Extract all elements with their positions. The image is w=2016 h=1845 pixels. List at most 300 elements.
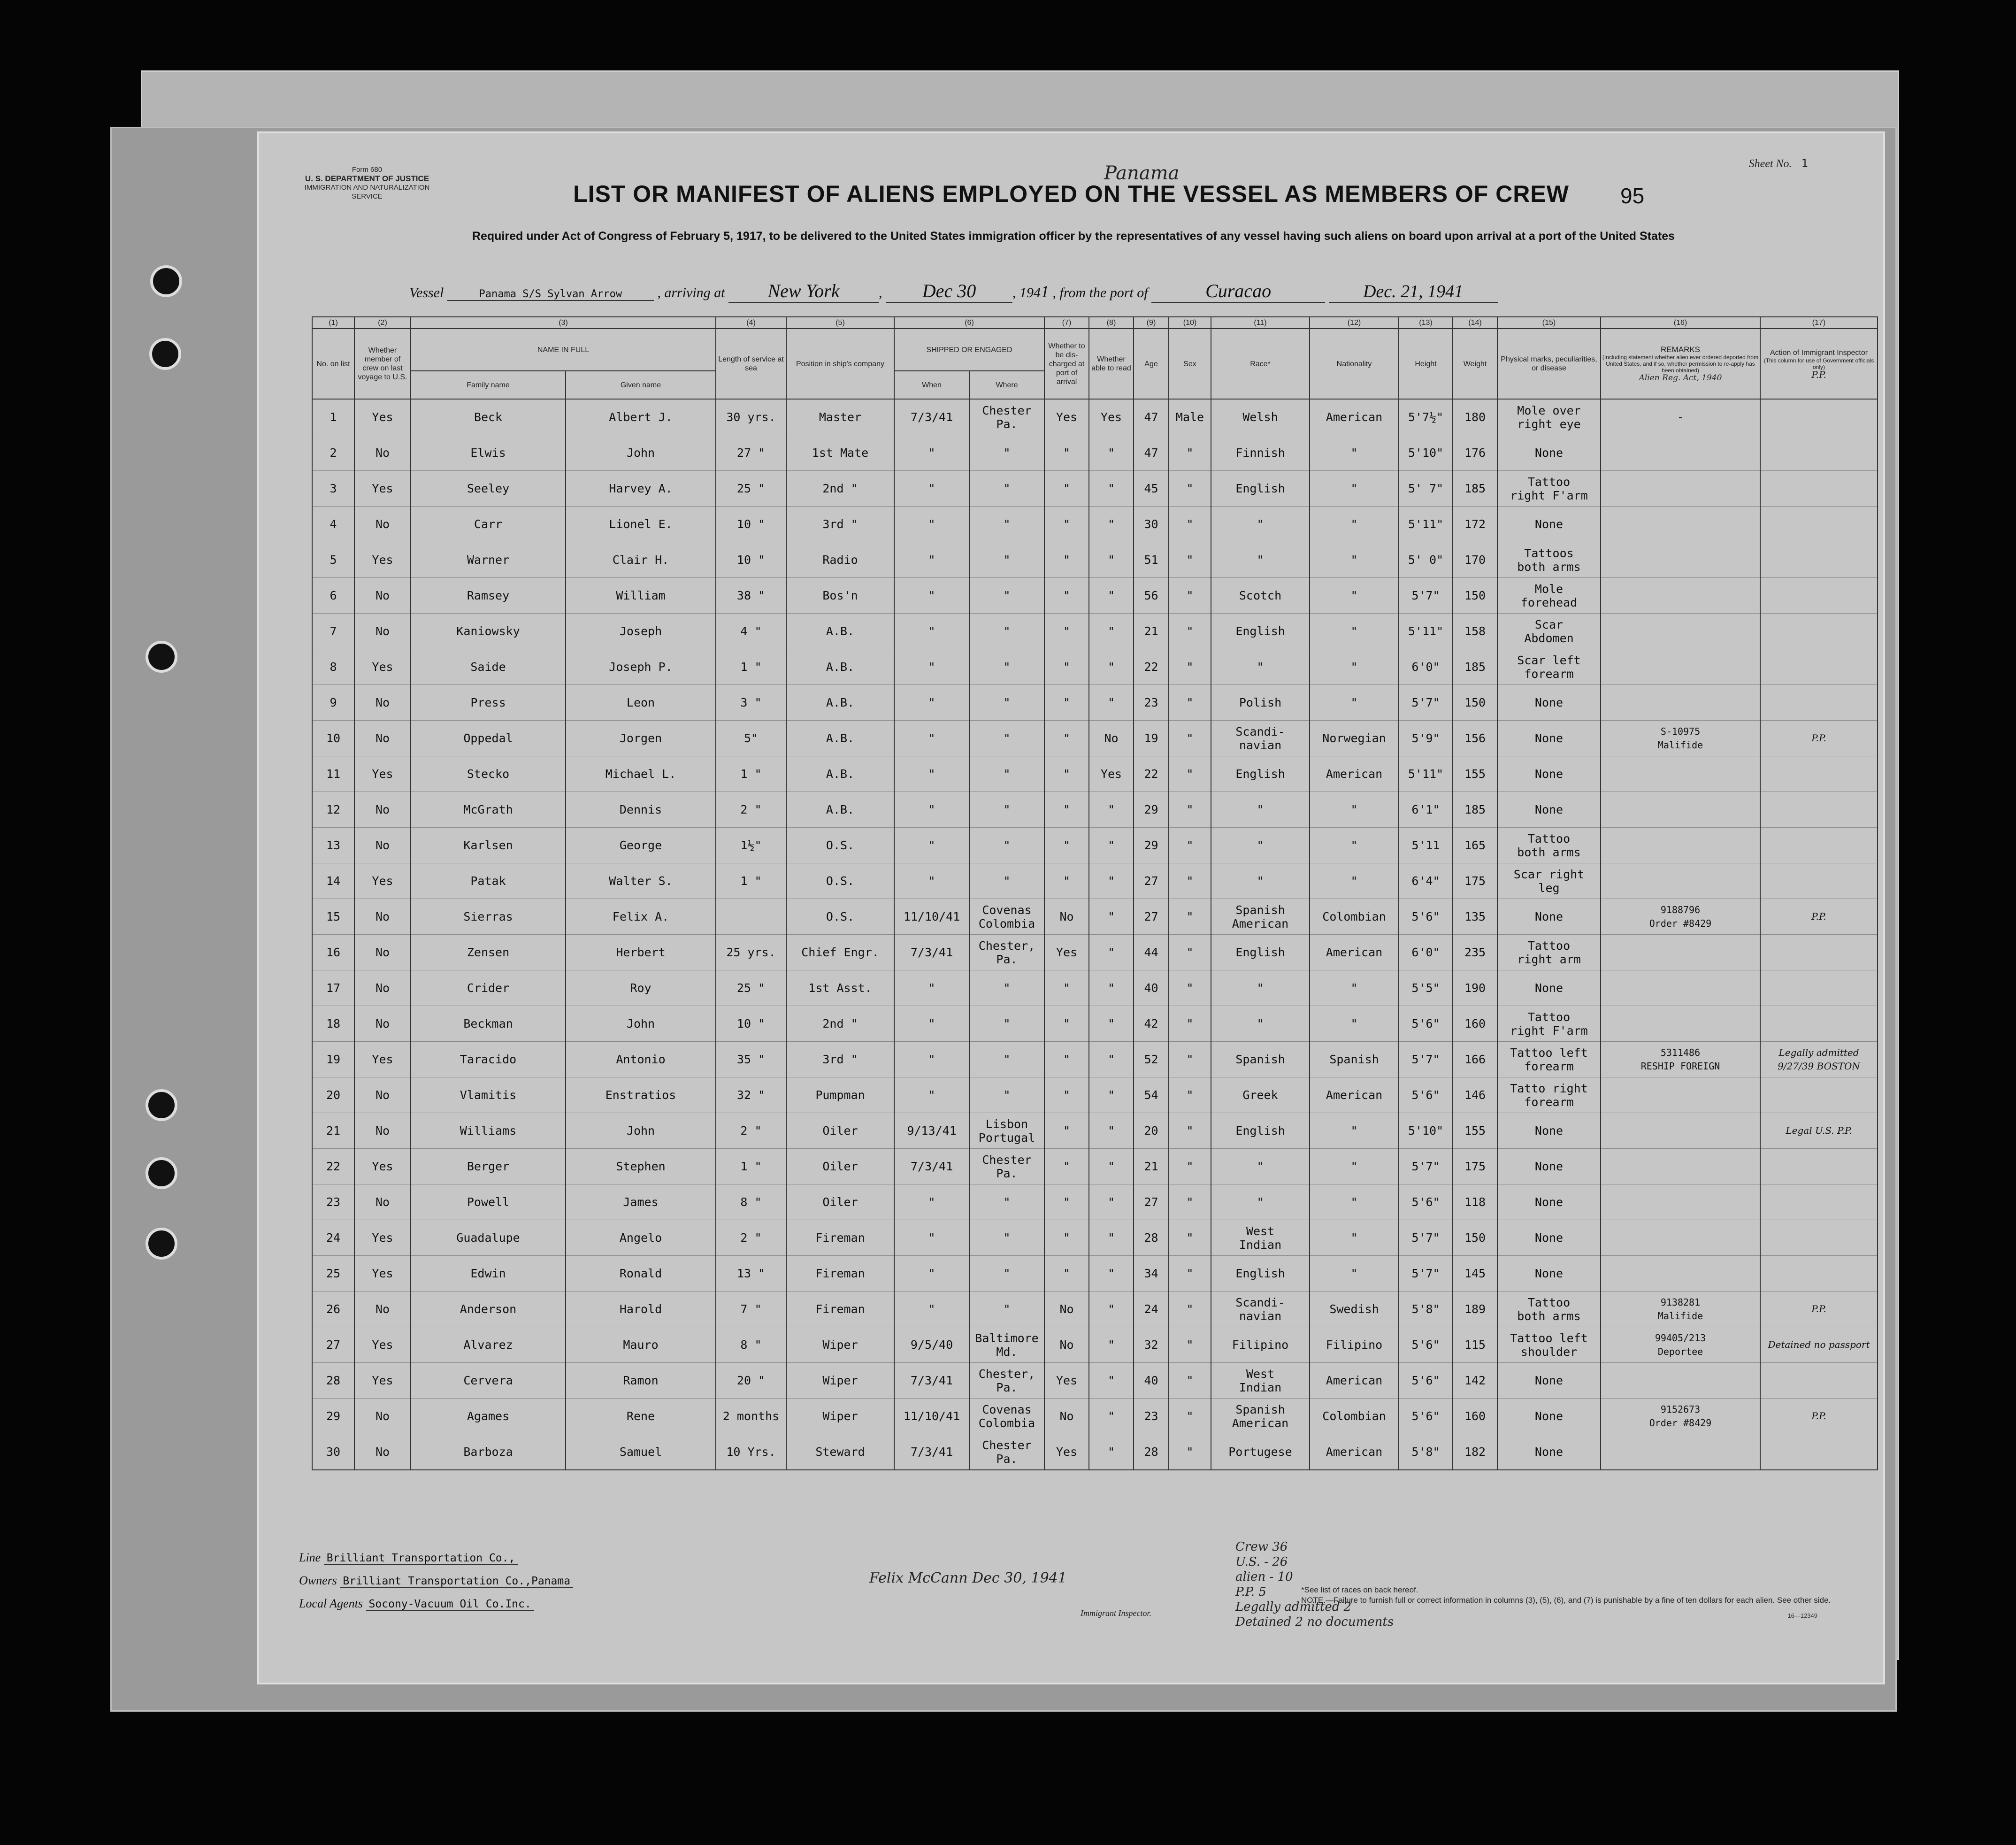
- cell-disch: ": [1044, 863, 1089, 899]
- cell-sex: ": [1169, 1006, 1211, 1042]
- cell-position: O.S.: [786, 863, 894, 899]
- cell-sex: ": [1169, 685, 1211, 721]
- cell-service: 5": [716, 721, 786, 756]
- cell-disch: ": [1044, 1042, 1089, 1077]
- cell-height: 5'7": [1399, 1256, 1453, 1292]
- cell-where: ": [969, 792, 1044, 828]
- cell-age: 20: [1134, 1113, 1169, 1149]
- cell-action: [1760, 614, 1878, 649]
- cell-family: Crider: [411, 970, 566, 1006]
- cell-when: ": [894, 649, 969, 685]
- cell-read: ": [1089, 1363, 1134, 1399]
- cell-action: Legal U.S. P.P.: [1760, 1113, 1878, 1149]
- cell-height: 5'6": [1399, 1184, 1453, 1220]
- cell-when: ": [894, 507, 969, 542]
- cell-given: Albert J.: [566, 399, 716, 435]
- cell-where: Covenas Colombia: [969, 1399, 1044, 1434]
- cell-read: ": [1089, 1006, 1134, 1042]
- cell-race: Polish: [1211, 685, 1310, 721]
- cell-marks: Scar Abdomen: [1497, 614, 1601, 649]
- cell-no: 5: [312, 542, 354, 578]
- cell-race: Spanish: [1211, 1042, 1310, 1077]
- cell-position: Wiper: [786, 1327, 894, 1363]
- cell-when: ": [894, 863, 969, 899]
- cell-family: Zensen: [411, 935, 566, 970]
- cell-service: 1 ": [716, 1149, 786, 1184]
- cell-no: 2: [312, 435, 354, 471]
- cell-no: 27: [312, 1327, 354, 1363]
- cell-position: 2nd ": [786, 1006, 894, 1042]
- cell-remarks: [1601, 649, 1760, 685]
- cell-action: [1760, 828, 1878, 863]
- cell-when: 7/3/41: [894, 399, 969, 435]
- cell-family: Barboza: [411, 1434, 566, 1470]
- cell-action: [1760, 507, 1878, 542]
- cell-height: 5'6": [1399, 1006, 1453, 1042]
- cell-read: ": [1089, 1077, 1134, 1113]
- col-num-12: (12): [1310, 317, 1399, 329]
- cell-where: ": [969, 435, 1044, 471]
- cell-race: ": [1211, 507, 1310, 542]
- cell-family: Carr: [411, 507, 566, 542]
- manifest-sheet: [257, 131, 1885, 1684]
- document-number: 95: [1620, 184, 1645, 208]
- cell-sex: Male: [1169, 399, 1211, 435]
- cell-last: No: [354, 685, 411, 721]
- department-name: U. S. DEPARTMENT OF JUSTICE: [305, 174, 429, 183]
- cell-nationality: ": [1310, 649, 1399, 685]
- cell-position: O.S.: [786, 828, 894, 863]
- cell-no: 25: [312, 1256, 354, 1292]
- cell-last: No: [354, 1077, 411, 1113]
- cell-given: Jorgen: [566, 721, 716, 756]
- table-row: [312, 1292, 1878, 1327]
- cell-service: 7 ": [716, 1292, 786, 1327]
- header-last-voyage: Whether member of crew on last voyage to U.S.: [354, 329, 411, 399]
- cell-remarks: [1601, 970, 1760, 1006]
- cell-remarks: [1601, 1256, 1760, 1292]
- header-remarks-annotation: Alien Reg. Act, 1940: [1639, 373, 1722, 383]
- cell-race: English: [1211, 1256, 1310, 1292]
- cell-action: [1760, 1006, 1878, 1042]
- cell-marks: Tattoo right arm: [1497, 935, 1601, 970]
- cell-disch: ": [1044, 1149, 1089, 1184]
- from-port: Curacao: [1151, 280, 1325, 303]
- cell-marks: None: [1497, 685, 1601, 721]
- cell-given: Mauro: [566, 1327, 716, 1363]
- cell-service: 27 ": [716, 435, 786, 471]
- cell-read: ": [1089, 1399, 1134, 1434]
- cell-family: Seeley: [411, 471, 566, 507]
- cell-where: Lisbon Portugal: [969, 1113, 1044, 1149]
- cell-position: A.B.: [786, 756, 894, 792]
- cell-marks: None: [1497, 721, 1601, 756]
- cell-sex: ": [1169, 471, 1211, 507]
- table-row: [312, 1220, 1878, 1256]
- punch-hole-icon: [146, 641, 177, 673]
- agents-field: [299, 1592, 573, 1615]
- cell-action: P.P.: [1760, 899, 1878, 935]
- cell-remarks: [1601, 1220, 1760, 1256]
- inspector-signature: Felix McCann Dec 30, 1941: [869, 1570, 1067, 1586]
- header-weight: Weight: [1453, 329, 1497, 399]
- cell-nationality: American: [1310, 1363, 1399, 1399]
- cell-race: English: [1211, 756, 1310, 792]
- cell-sex: ": [1169, 756, 1211, 792]
- cell-service: 25 ": [716, 471, 786, 507]
- cell-marks: None: [1497, 1363, 1601, 1399]
- cell-race: Filipino: [1211, 1327, 1310, 1363]
- cell-where: ": [969, 1220, 1044, 1256]
- agents-label: Local Agents: [299, 1597, 363, 1610]
- cell-when: ": [894, 1220, 969, 1256]
- cell-read: ": [1089, 685, 1134, 721]
- vessel-label: Vessel: [409, 285, 444, 300]
- cell-marks: None: [1497, 1220, 1601, 1256]
- header-given-name: Given name: [566, 371, 716, 399]
- cell-weight: 175: [1453, 1149, 1497, 1184]
- cell-marks: None: [1497, 1149, 1601, 1184]
- cell-action: [1760, 1434, 1878, 1470]
- cell-age: 27: [1134, 899, 1169, 935]
- cell-position: Oiler: [786, 1184, 894, 1220]
- header-name-in-full: NAME IN FULL: [411, 329, 716, 371]
- arrival-date: Dec 30: [886, 280, 1012, 303]
- cell-sex: ": [1169, 1256, 1211, 1292]
- cell-marks: Tattoo both arms: [1497, 828, 1601, 863]
- cell-where: ": [969, 863, 1044, 899]
- cell-no: 15: [312, 899, 354, 935]
- cell-remarks: 5311486 RESHIP FOREIGN: [1601, 1042, 1760, 1077]
- cell-action: [1760, 471, 1878, 507]
- cell-remarks: [1601, 578, 1760, 614]
- col-num-14: (14): [1453, 317, 1497, 329]
- col-num-4: (4): [716, 317, 786, 329]
- cell-disch: No: [1044, 1399, 1089, 1434]
- table-row: [312, 1256, 1878, 1292]
- cell-nationality: ": [1310, 863, 1399, 899]
- cell-height: 6'4": [1399, 863, 1453, 899]
- cell-age: 34: [1134, 1256, 1169, 1292]
- cell-where: Baltimore Md.: [969, 1327, 1044, 1363]
- cell-no: 20: [312, 1077, 354, 1113]
- cell-service: 2 ": [716, 1220, 786, 1256]
- cell-when: ": [894, 970, 969, 1006]
- cell-age: 44: [1134, 935, 1169, 970]
- cell-service: 25 yrs.: [716, 935, 786, 970]
- table-row: [312, 828, 1878, 863]
- header-sex: Sex: [1169, 329, 1211, 399]
- cell-read: ": [1089, 542, 1134, 578]
- cell-no: 16: [312, 935, 354, 970]
- form-code: 16—12349: [1787, 1612, 1817, 1619]
- line-field: [299, 1546, 573, 1569]
- cell-when: ": [894, 1256, 969, 1292]
- cell-height: 5'11": [1399, 507, 1453, 542]
- cell-position: Steward: [786, 1434, 894, 1470]
- cell-when: ": [894, 1006, 969, 1042]
- cell-position: Master: [786, 399, 894, 435]
- cell-read: Yes: [1089, 399, 1134, 435]
- col-num-6: (6): [894, 317, 1044, 329]
- cell-nationality: ": [1310, 828, 1399, 863]
- cell-height: 5'10": [1399, 1113, 1453, 1149]
- col-num-5: (5): [786, 317, 894, 329]
- header-action: [1760, 329, 1878, 399]
- cell-marks: Tattoo left forearm: [1497, 1042, 1601, 1077]
- column-number-row: [312, 317, 1878, 329]
- cell-weight: 182: [1453, 1434, 1497, 1470]
- cell-last: Yes: [354, 1363, 411, 1399]
- cell-read: ": [1089, 1327, 1134, 1363]
- cell-service: 2 months: [716, 1399, 786, 1434]
- table-row: [312, 1006, 1878, 1042]
- col-num-13: (13): [1399, 317, 1453, 329]
- cell-sex: ": [1169, 792, 1211, 828]
- table-row: [312, 1149, 1878, 1184]
- table-header: [312, 317, 1878, 399]
- cell-nationality: ": [1310, 1184, 1399, 1220]
- cell-nationality: ": [1310, 507, 1399, 542]
- cell-weight: 160: [1453, 1399, 1497, 1434]
- cell-age: 27: [1134, 863, 1169, 899]
- header-remarks: [1601, 329, 1760, 399]
- cell-family: Cervera: [411, 1363, 566, 1399]
- header-when: When: [894, 371, 969, 399]
- cell-nationality: American: [1310, 399, 1399, 435]
- table-row: [312, 1434, 1878, 1470]
- table-row: [312, 507, 1878, 542]
- cell-nationality: ": [1310, 1256, 1399, 1292]
- col-num-15: (15): [1497, 317, 1601, 329]
- cell-disch: ": [1044, 792, 1089, 828]
- cell-marks: Tattoo both arms: [1497, 1292, 1601, 1327]
- vessel-line: Vessel Panama S/S Sylvan Arrow , arriving at New York , Dec 30 , 1941 , from the port of Curacao Dec. 21, 1941: [409, 280, 1498, 303]
- cell-when: ": [894, 721, 969, 756]
- cell-when: ": [894, 1042, 969, 1077]
- cell-family: Patak: [411, 863, 566, 899]
- cell-service: 1 ": [716, 863, 786, 899]
- cell-remarks: [1601, 435, 1760, 471]
- cell-where: ": [969, 1042, 1044, 1077]
- cell-position: 1st Mate: [786, 435, 894, 471]
- cell-weight: 115: [1453, 1327, 1497, 1363]
- cell-where: ": [969, 685, 1044, 721]
- cell-last: No: [354, 899, 411, 935]
- cell-disch: ": [1044, 1184, 1089, 1220]
- cell-sex: ": [1169, 1077, 1211, 1113]
- cell-age: 22: [1134, 756, 1169, 792]
- cell-age: 23: [1134, 1399, 1169, 1434]
- cell-sex: ": [1169, 1184, 1211, 1220]
- cell-read: ": [1089, 578, 1134, 614]
- cell-family: Kaniowsky: [411, 614, 566, 649]
- header-family-name: Family name: [411, 371, 566, 399]
- cell-service: 4 ": [716, 614, 786, 649]
- cell-sex: ": [1169, 1113, 1211, 1149]
- year-suffix: 1: [1041, 282, 1049, 301]
- table-row: [312, 1363, 1878, 1399]
- cell-age: 47: [1134, 399, 1169, 435]
- cell-nationality: ": [1310, 970, 1399, 1006]
- header-remarks-title: REMARKS: [1660, 345, 1701, 354]
- cell-sex: ": [1169, 721, 1211, 756]
- cell-last: No: [354, 1006, 411, 1042]
- cell-sex: ": [1169, 578, 1211, 614]
- cell-marks: None: [1497, 1399, 1601, 1434]
- cell-race: English: [1211, 471, 1310, 507]
- sheet-no-value: 1: [1801, 157, 1808, 170]
- cell-weight: 185: [1453, 649, 1497, 685]
- cell-age: 21: [1134, 1149, 1169, 1184]
- cell-when: ": [894, 792, 969, 828]
- cell-age: 24: [1134, 1292, 1169, 1327]
- cell-given: Roy: [566, 970, 716, 1006]
- cell-family: Beckman: [411, 1006, 566, 1042]
- cell-sex: ": [1169, 1434, 1211, 1470]
- cell-position: 2nd ": [786, 471, 894, 507]
- cell-disch: ": [1044, 721, 1089, 756]
- cell-remarks: 9138281 Malifide: [1601, 1292, 1760, 1327]
- header-row-top: [312, 329, 1878, 371]
- cell-race: ": [1211, 792, 1310, 828]
- cell-no: 3: [312, 471, 354, 507]
- cell-race: Scandi- navian: [1211, 1292, 1310, 1327]
- cell-no: 8: [312, 649, 354, 685]
- cell-race: ": [1211, 863, 1310, 899]
- agents-value: Socony-Vacuum Oil Co.Inc.: [366, 1598, 534, 1611]
- cell-service: 13 ": [716, 1256, 786, 1292]
- cell-action: [1760, 1149, 1878, 1184]
- cell-family: Powell: [411, 1184, 566, 1220]
- cell-read: ": [1089, 1113, 1134, 1149]
- year-prefix: 194: [1019, 285, 1041, 300]
- cell-marks: Scar right leg: [1497, 863, 1601, 899]
- cell-action: [1760, 935, 1878, 970]
- cell-disch: ": [1044, 471, 1089, 507]
- cell-marks: None: [1497, 792, 1601, 828]
- cell-given: Leon: [566, 685, 716, 721]
- cell-marks: None: [1497, 435, 1601, 471]
- cell-action: [1760, 649, 1878, 685]
- cell-family: Ramsey: [411, 578, 566, 614]
- cell-race: Spanish American: [1211, 899, 1310, 935]
- cell-family: Edwin: [411, 1256, 566, 1292]
- cell-weight: 180: [1453, 399, 1497, 435]
- cell-when: ": [894, 756, 969, 792]
- penalty-note: NOTE.—Failure to furnish full or correct information in columns (3), (5), (6), and (7) is punishable by a fine of ten dollars for each alien. See other side.: [1301, 1596, 1831, 1605]
- cell-where: ": [969, 542, 1044, 578]
- cell-height: 5'11": [1399, 614, 1453, 649]
- cell-service: 35 ": [716, 1042, 786, 1077]
- cell-given: George: [566, 828, 716, 863]
- cell-position: Fireman: [786, 1256, 894, 1292]
- cell-no: 28: [312, 1363, 354, 1399]
- cell-no: 17: [312, 970, 354, 1006]
- cell-no: 23: [312, 1184, 354, 1220]
- header-action-title: Action of Immigrant Inspector: [1770, 349, 1868, 357]
- cell-given: James: [566, 1184, 716, 1220]
- cell-read: ": [1089, 1220, 1134, 1256]
- cell-nationality: ": [1310, 578, 1399, 614]
- cell-race: ": [1211, 1149, 1310, 1184]
- cell-position: O.S.: [786, 899, 894, 935]
- cell-disch: ": [1044, 1113, 1089, 1149]
- footer-block: [299, 1546, 573, 1615]
- cell-action: [1760, 1363, 1878, 1399]
- cell-weight: 175: [1453, 863, 1497, 899]
- cell-no: 24: [312, 1220, 354, 1256]
- cell-last: No: [354, 721, 411, 756]
- cell-given: Harold: [566, 1292, 716, 1327]
- cell-remarks: S-10975 Malifide: [1601, 721, 1760, 756]
- col-num-3: (3): [411, 317, 716, 329]
- flag-handwritten: Panama: [1104, 162, 1180, 184]
- cell-race: Greek: [1211, 1077, 1310, 1113]
- cell-height: 6'1": [1399, 792, 1453, 828]
- cell-last: No: [354, 970, 411, 1006]
- cell-age: 29: [1134, 828, 1169, 863]
- cell-no: 29: [312, 1399, 354, 1434]
- header-shipped: SHIPPED OR ENGAGED: [894, 329, 1044, 371]
- cell-given: Joseph: [566, 614, 716, 649]
- cell-service: 1 ": [716, 756, 786, 792]
- arriving-port: New York: [728, 280, 879, 303]
- header-action-note: (This column for use of Government officials only): [1763, 357, 1874, 370]
- cell-marks: None: [1497, 1184, 1601, 1220]
- cell-weight: 150: [1453, 685, 1497, 721]
- cell-remarks: [1601, 542, 1760, 578]
- cell-disch: ": [1044, 435, 1089, 471]
- departure-date: Dec. 21, 1941: [1329, 281, 1498, 303]
- cell-age: 28: [1134, 1220, 1169, 1256]
- cell-remarks: [1601, 685, 1760, 721]
- cell-read: ": [1089, 435, 1134, 471]
- table-row: [312, 1184, 1878, 1220]
- cell-age: 40: [1134, 1363, 1169, 1399]
- cell-where: Chester, Pa.: [969, 1363, 1044, 1399]
- cell-action: [1760, 970, 1878, 1006]
- cell-nationality: Colombian: [1310, 1399, 1399, 1434]
- header-race: Race*: [1211, 329, 1310, 399]
- cell-disch: ": [1044, 685, 1089, 721]
- cell-position: Oiler: [786, 1113, 894, 1149]
- cell-service: 25 ": [716, 970, 786, 1006]
- table-row: [312, 756, 1878, 792]
- cell-sex: ": [1169, 1292, 1211, 1327]
- header-remarks-note: (Including statement whether alien ever ordered deported from United States, and if so, whether permission to re-apply has been obtained): [1602, 354, 1759, 374]
- cell-sex: ": [1169, 899, 1211, 935]
- cell-action: [1760, 1077, 1878, 1113]
- cell-action: [1760, 1220, 1878, 1256]
- cell-weight: 150: [1453, 578, 1497, 614]
- cell-disch: ": [1044, 578, 1089, 614]
- cell-when: ": [894, 614, 969, 649]
- cell-family: Agames: [411, 1399, 566, 1434]
- cell-no: 26: [312, 1292, 354, 1327]
- line-value: Brilliant Transportation Co.,: [324, 1552, 518, 1565]
- cell-remarks: [1601, 863, 1760, 899]
- cell-given: Enstratios: [566, 1077, 716, 1113]
- table-row: [312, 578, 1878, 614]
- cell-race: ": [1211, 542, 1310, 578]
- cell-sex: ": [1169, 1149, 1211, 1184]
- cell-service: 10 ": [716, 1006, 786, 1042]
- service-name: IMMIGRATION AND NATURALIZATION SERVICE: [304, 184, 430, 200]
- cell-sex: ": [1169, 542, 1211, 578]
- cell-no: 22: [312, 1149, 354, 1184]
- cell-where: ": [969, 1006, 1044, 1042]
